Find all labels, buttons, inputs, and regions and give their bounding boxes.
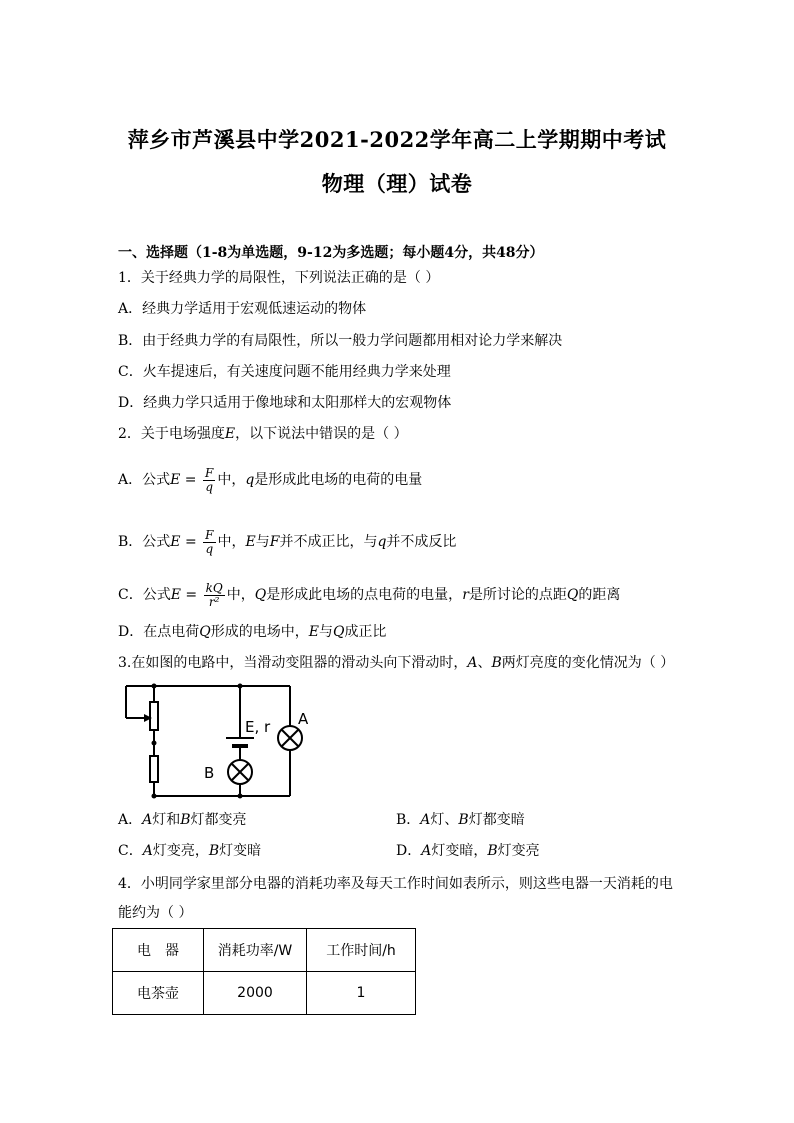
q2-stem-text: 2．关于电场强度: [118, 426, 225, 442]
q3-stem-var-a: A: [467, 655, 478, 671]
q4-stem: 4．小明同学家里部分电器的消耗功率及每天工作时间如表所示，则这些电器一天消耗的电: [118, 876, 673, 892]
fraction-den: r²: [208, 594, 220, 609]
formula-eq: =: [180, 534, 202, 550]
q2-c-var-q2: Q: [566, 587, 579, 603]
q3-option-b: [396, 810, 525, 830]
q1-stem: 1．关于经典力学的局限性，下列说法正确的是（ ）: [118, 270, 440, 286]
fraction-den: q: [205, 541, 214, 556]
fraction-num: F: [205, 527, 214, 542]
q2-d-var-e: E: [308, 624, 319, 640]
fraction-den: q: [205, 479, 213, 494]
q3-c-mid: 灯变亮，: [152, 843, 209, 859]
q1-option-d: D．经典力学只适用于像地球和太阳那样大的宏观物体: [118, 395, 452, 411]
section-heading: 一、选择题（1-8为单选题，9-12为多选题；每小题4分，共48分）: [118, 245, 544, 261]
q1-option-a: A．经典力学适用于宏观低速运动的物体: [118, 301, 367, 317]
q2-b-var-f: F: [269, 534, 280, 550]
formula-eq: =: [180, 472, 201, 488]
q3-stem: [118, 653, 674, 673]
q2-c-var-q: Q: [254, 587, 267, 603]
q3-d-var1: A: [421, 843, 432, 859]
circuit-label-a: A: [298, 710, 308, 728]
q2-b-var-q: q: [377, 534, 387, 550]
q2-d-mid: 形成的电场中，: [210, 624, 309, 640]
q2-d-mid2: 与: [318, 624, 333, 640]
circuit-diagram: [118, 680, 308, 800]
circuit-label-b: B: [204, 764, 215, 782]
q1-option-b: B．由于经典力学的有局限性，所以一般力学问题都用相对论力学来解决: [118, 333, 563, 349]
q2-d-var-q: Q: [199, 624, 211, 640]
formula-fraction: [203, 467, 215, 494]
q2-stem: [118, 424, 408, 444]
q2-d-var-q2: Q: [332, 624, 345, 640]
formula-fraction: [203, 529, 215, 556]
table-cell: 电茶壶: [113, 972, 204, 1015]
q3-b-mid: 灯、: [430, 812, 459, 828]
q2-c-mid: 是形成此电场的点电荷的电量，: [266, 587, 463, 603]
table-header-cell: 电 器: [113, 929, 204, 972]
page-subtitle: 物理（理）试卷: [321, 171, 473, 196]
q3-b-pre: B．: [396, 812, 421, 828]
q2-stem-var: E: [224, 426, 236, 442]
page-title: 萍乡市芦溪县中学2021-2022学年高二上学期期中考试: [127, 127, 667, 152]
power-table: [112, 928, 416, 1015]
fraction-num: F: [205, 465, 214, 480]
q2-d-pre: D．在点电荷: [118, 624, 200, 640]
table-header-cell: 消耗功率/W: [204, 929, 307, 972]
formula-lhs: E: [170, 534, 181, 550]
q3-c-tail: 灯变暗: [219, 843, 262, 859]
formula-eq: =: [180, 587, 202, 603]
q3-a-var2: B: [180, 812, 191, 828]
q3-a-mid: 灯和: [152, 812, 181, 828]
q3-d-mid: 灯变暗，: [431, 843, 488, 859]
q2-stem-tail: ，以下说法中错误的是（ ）: [235, 426, 408, 442]
table-cell: 1: [307, 972, 416, 1015]
q3-b-tail: 灯都变暗: [468, 812, 525, 828]
q3-stem-sep: 、: [477, 655, 492, 671]
q2-b-pre: B．公式: [118, 534, 171, 550]
q3-option-a: [118, 810, 247, 830]
q2-b-mid1: 与: [255, 534, 270, 550]
q2-c-var-r: r: [462, 587, 469, 603]
q3-b-var2: B: [458, 812, 469, 828]
q2-b-post: 中，: [217, 534, 246, 550]
q2-d-tail: 成正比: [344, 624, 387, 640]
q2-c-pre: C．公式: [118, 587, 171, 603]
q2-option-c: [118, 577, 620, 613]
q3-option-d: [396, 841, 540, 861]
q3-d-pre: D．: [396, 843, 422, 859]
q3-c-var2: B: [208, 843, 220, 859]
q3-stem-var-b: B: [491, 655, 502, 671]
q2-b-var-e: E: [245, 534, 256, 550]
q3-c-pre: C．: [118, 843, 143, 859]
q2-a-post: 中，: [217, 472, 246, 488]
q3-option-c: [118, 841, 261, 861]
q3-a-pre: A．: [118, 812, 143, 828]
table-header-cell: 工作时间/h: [307, 929, 416, 972]
q2-a-pre: A．公式: [118, 472, 171, 488]
q3-b-var1: A: [420, 812, 431, 828]
table-cell: 2000: [204, 972, 307, 1015]
q2-c-post: 中，: [226, 587, 255, 603]
table-row: [113, 972, 416, 1015]
q2-a-var: q: [245, 472, 255, 488]
q3-stem-tail: 两灯亮度的变化情况为（ ）: [501, 655, 675, 671]
q2-option-d: [118, 622, 386, 642]
formula-lhs: E: [170, 587, 181, 603]
q3-stem-text: 3.在如图的电路中，当滑动变阻器的滑动头向下滑动时，: [118, 655, 468, 671]
circuit-label-er: E, r: [245, 718, 271, 736]
q2-option-a: [118, 462, 422, 498]
q3-d-tail: 灯变亮: [497, 843, 540, 859]
formula-lhs: E: [170, 472, 181, 488]
q2-c-mid2: 是所讨论的点距: [468, 587, 567, 603]
q3-a-tail: 灯都变亮: [190, 812, 247, 828]
q3-d-var2: B: [487, 843, 498, 859]
q2-b-tail: 并不成反比: [386, 534, 457, 550]
q2-c-tail: 的距离: [578, 587, 621, 603]
fraction-num: kQ: [205, 580, 223, 595]
table-header-row: [113, 929, 416, 972]
q2-a-tail: 是形成此电场的电荷的电量: [254, 472, 423, 488]
q4-stem-cont: 能约为（ ）: [118, 905, 193, 921]
q3-a-var1: A: [142, 812, 153, 828]
q1-option-c: C．火车提速后，有关速度问题不能用经典力学来处理: [118, 364, 451, 380]
formula-fraction: [204, 582, 225, 609]
q2-option-b: [118, 524, 456, 560]
q2-b-mid2: 并不成正比，与: [279, 534, 378, 550]
q3-c-var1: A: [142, 843, 153, 859]
